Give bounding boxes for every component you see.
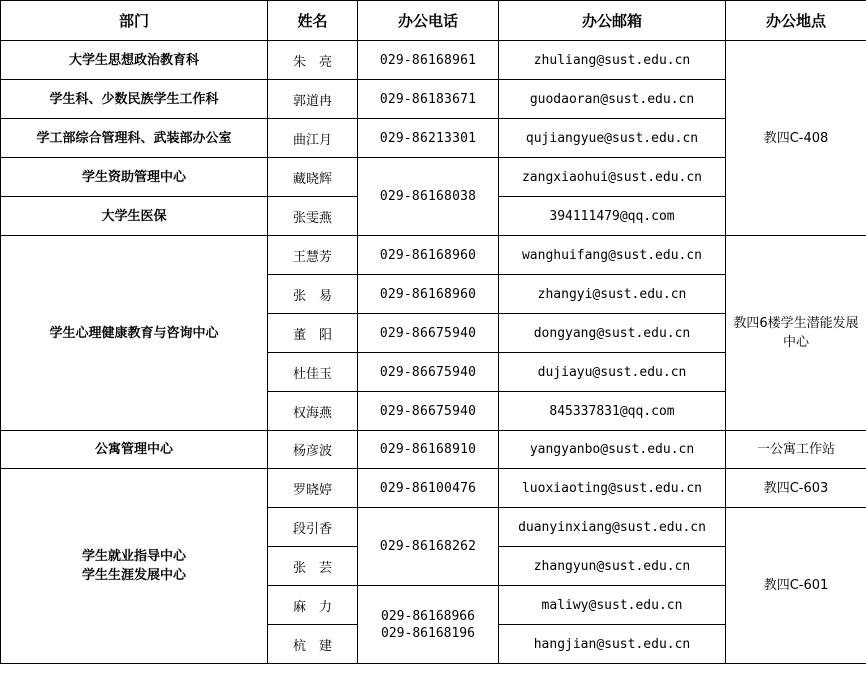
phone-cell: 029-86168038 [358,158,499,236]
phone-cell [358,586,499,664]
department-cell: 公寓管理中心 [1,431,268,469]
email-cell: zhangyun@sust.edu.cn [499,547,726,586]
name-cell: 杭 建 [268,625,358,664]
name-cell: 段引香 [268,508,358,547]
phone-cell: 029-86183671 [358,80,499,119]
email-cell: duanyinxiang@sust.edu.cn [499,508,726,547]
table-row [1,41,866,80]
department-line: 学生生涯发展中心 [81,568,186,583]
department-cell: 大学生医保 [1,197,268,236]
table-row [1,469,866,508]
phone-cell: 029-86213301 [358,119,499,158]
name-cell: 权海燕 [268,392,358,431]
name-cell: 杜佳玉 [268,353,358,392]
name-cell: 张 易 [268,275,358,314]
email-cell: dongyang@sust.edu.cn [499,314,726,353]
table-row [1,431,866,469]
email-cell: yangyanbo@sust.edu.cn [499,431,726,469]
location-text: 教四6楼学生潜能发展中心 [733,316,859,350]
phone-cell: 029-86675940 [358,314,499,353]
location-cell: 教四C-601 [726,508,866,664]
name-cell: 杨彦波 [268,431,358,469]
email-cell: maliwy@sust.edu.cn [499,586,726,625]
name-cell: 麻 力 [268,586,358,625]
department-cell: 大学生思想政治教育科 [1,41,268,80]
department-line: 学生就业指导中心 [81,549,186,564]
name-cell: 张 芸 [268,547,358,586]
location-cell: 教四C-408 [726,41,866,236]
name-cell: 罗晓婷 [268,469,358,508]
phone-cell: 029-86168960 [358,275,499,314]
table-row [1,236,866,275]
location-cell: 教四C-603 [726,469,866,508]
phone-cell: 029-86675940 [358,392,499,431]
header-location: 办公地点 [726,1,866,41]
header-phone: 办公电话 [358,1,499,41]
name-cell: 藏晓辉 [268,158,358,197]
phone-cell: 029-86675940 [358,353,499,392]
location-cell: 一公寓工作站 [726,431,866,469]
department-cell [1,469,268,664]
phone-cell: 029-86168262 [358,508,499,586]
email-cell: luoxiaoting@sust.edu.cn [499,469,726,508]
email-cell: wanghuifang@sust.edu.cn [499,236,726,275]
email-cell: zangxiaohui@sust.edu.cn [499,158,726,197]
email-cell: hangjian@sust.edu.cn [499,625,726,664]
email-cell: dujiayu@sust.edu.cn [499,353,726,392]
phone-line: 029-86168196 [381,625,475,641]
email-cell: guodaoran@sust.edu.cn [499,80,726,119]
name-cell: 张雯燕 [268,197,358,236]
email-cell: 394111479@qq.com [499,197,726,236]
header-name: 姓名 [268,1,358,41]
header-department: 部门 [1,1,268,41]
name-cell: 曲江月 [268,119,358,158]
phone-cell: 029-86168960 [358,236,499,275]
department-cell: 学工部综合管理科、武装部办公室 [1,119,268,158]
header-row [1,1,866,41]
phone-cell: 029-86168961 [358,41,499,80]
email-cell: 845337831@qq.com [499,392,726,431]
department-cell: 学生心理健康教育与咨询中心 [1,236,268,431]
header-email: 办公邮箱 [499,1,726,41]
department-cell: 学生资助管理中心 [1,158,268,197]
location-cell [726,236,866,431]
email-cell: zhuliang@sust.edu.cn [499,41,726,80]
name-cell: 郭道冉 [268,80,358,119]
name-cell: 朱 亮 [268,41,358,80]
phone-cell: 029-86100476 [358,469,499,508]
name-cell: 董 阳 [268,314,358,353]
department-cell: 学生科、少数民族学生工作科 [1,80,268,119]
phone-line: 029-86168966 [381,608,475,624]
name-cell: 王慧芳 [268,236,358,275]
email-cell: qujiangyue@sust.edu.cn [499,119,726,158]
email-cell: zhangyi@sust.edu.cn [499,275,726,314]
phone-cell: 029-86168910 [358,431,499,469]
